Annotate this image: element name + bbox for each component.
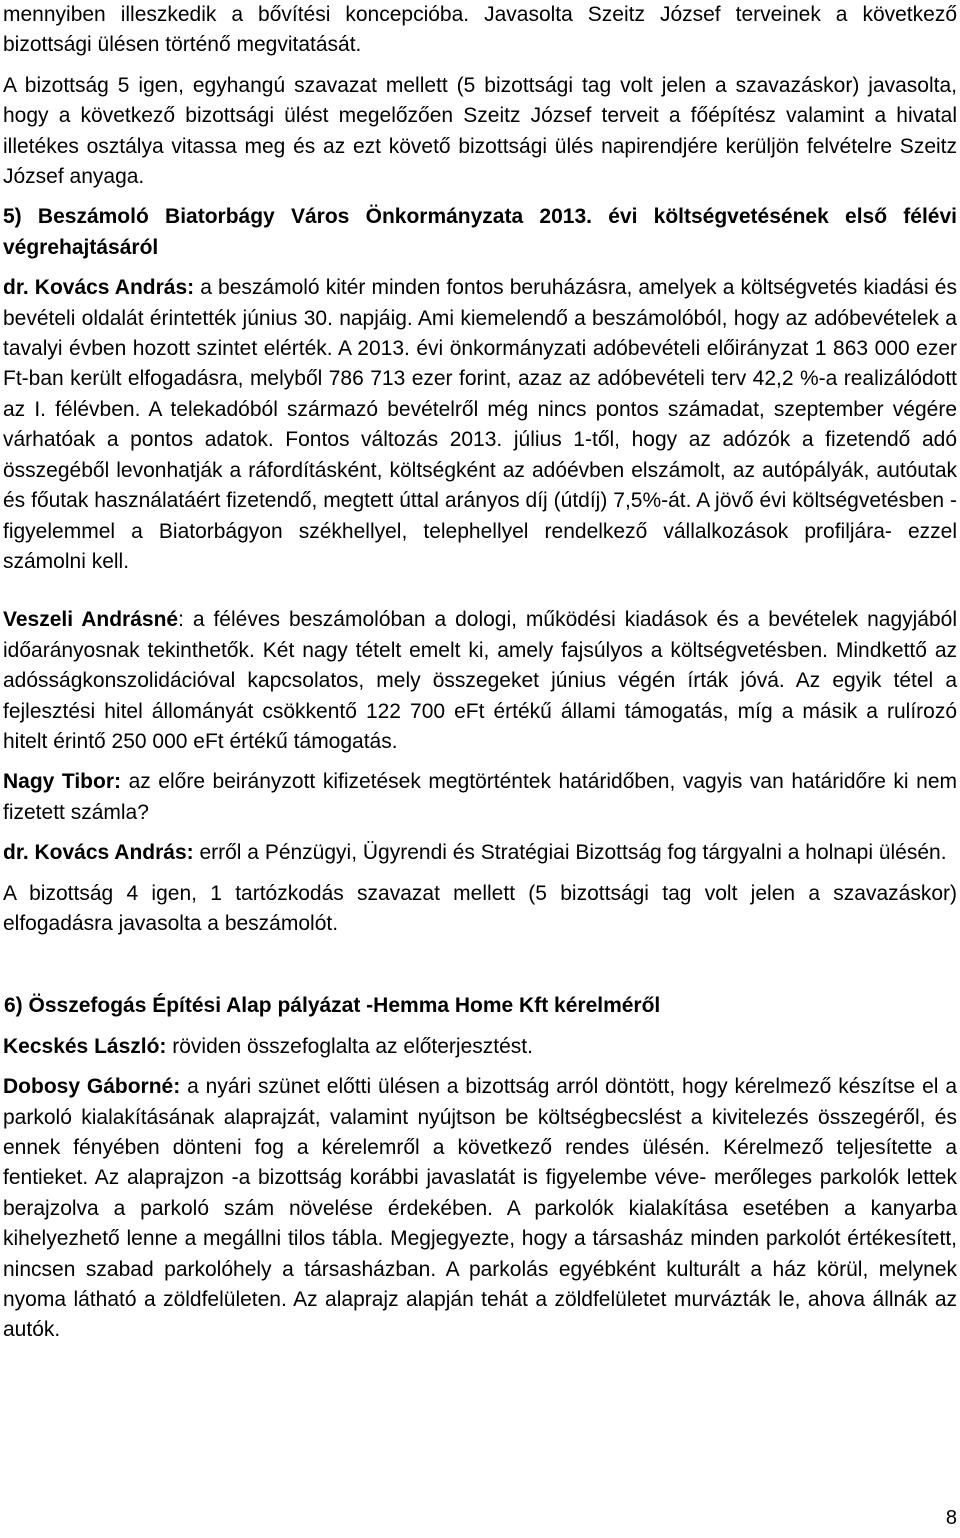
speaker-text: a nyári szünet előtti ülésen a bizottság arról döntött, hogy kérelmező készítse el a parkoló kialakításának alaprajzát, valamint nyújtson be költségbecslést a kivitelezés összegéről, és ennek fényében dönteni fog a kérelemről a következő rendes ülésén. Kérelmező teljesítette a fentieket. Az alaprajzon -a bizottság korábbi javaslatát is figyelembe véve- merőleges parkolók lettek berajzolva a parkoló szám növelése érdekében. A parkolók kialakítása esetében a kanyarba kihelyezhető lenne a megállni tilos tábla. Megjegyezte, hogy a társasház minden parkolót értékesített, nincsen szabad parkolóhely a társasházban. A parkolás egyébként kulturált a ház körül, melynek nyoma látható a zöldfelületen. Az alaprajz alapján tehát a zöldfelületet murvázták le, ahova állnák az autók. — [3, 1075, 958, 1342]
paragraph-nagy — [3, 767, 957, 828]
heading-agenda-6: 6) Összefogás Építési Alap pályázat -Hemma Home Kft kérelméről — [4, 994, 661, 1018]
paragraph-kovacs-1 — [3, 273, 957, 577]
paragraph-intro: mennyiben illeszkedik a bővítési koncepcióba. Javasolta Szeitz József terveinek a következő bizottsági ülésen történő megvitatását. — [3, 3, 957, 57]
speaker-name: Nagy Tibor: — [3, 770, 122, 794]
speaker-name: dr. Kovács András: — [3, 276, 195, 300]
document-page — [3, 0, 957, 1346]
speaker-text: az előre beirányzott kifizetések megtörténtek határidőben, vagyis van határidőre ki nem fizetett számla? — [3, 770, 957, 824]
speaker-name: Kecskés László: — [3, 1034, 167, 1058]
speaker-name: Dobosy Gáborné: — [3, 1075, 181, 1099]
paragraph-dobosy — [3, 1072, 957, 1346]
paragraph-vote-1: A bizottság 5 igen, egyhangú szavazat mellett (5 bizottsági tag volt jelen a szavazáskor) javasolta, hogy a következő bizottsági ülést megelőzően Szeitz József terveit a főépítész valamint a hivatal illetékes osztálya vitassa meg és az ezt követő bizottsági ülés napirendjére kerüljön felvételre Szeitz József anyaga. — [3, 73, 957, 189]
paragraph-kovacs-2 — [3, 838, 957, 868]
speaker-name: dr. Kovács András: — [3, 841, 194, 865]
speaker-text: röviden összefoglalta az előterjesztést. — [166, 1034, 533, 1058]
speaker-text: : a féléves beszámolóban a dologi, működési kiadások és a bevételek nagyjából időarányosnak tekinthetők. Két nagy tételt emelt ki, amely fajsúlyos a költségvetésben. Mindkettő az adósságkonszolidációval kapcsolatos, mely összegeket június végén írták jóvá. Az egyik tétel a fejlesztési hitel állományát csökkentő 122 700 eFt értékű állami támogatás, míg a másik a rulírozó hitelt érintő 250 000 eFt értékű támogatás. — [3, 608, 957, 753]
heading-agenda-5: 5) Beszámoló Biatorbágy Város Önkormányzata 2013. évi költségvetésének első félévi végrehajtásáról — [3, 205, 957, 259]
speaker-text: a beszámoló kitér minden fontos beruházásra, amelyek a költségvetés kiadási és bevételi oldalát érintették június 30. napjáig. Ami kiemelendő a beszámolóból, hogy az adóbevételek a tavalyi évben hozott szintet elérték. A 2013. évi önkormányzati adóbevételi előirányzat 1 863 000 ezer Ft-ban került elfogadásra, melyből 786 713 ezer forint, azaz az adóbevételi terv 42,2 %-a realizálódott az I. félévben. A telekadóból származó bevételről még nincs pontos számadat, szeptember végére várhatóak a pontos adatok. Fontos változás 2013. július 1-től, hogy az adózók a fizetendő adó összegéből levonhatják a ráfordításként, költségként az adóévben elszámolt, az autópályák, autóutak és főutak használatáért fizetendő, megtett úttal arányos díj (útdíj) 7,5%-át. A jövő évi költségvetésben - figyelemmel a Biatorbágyon székhellyel, telephellyel rendelkező vállalkozások profiljára- ezzel számolni kell. — [3, 276, 957, 573]
paragraph-kecskes — [3, 1032, 957, 1062]
page-number: 8 — [945, 1507, 957, 1529]
speaker-text: erről a Pénzügyi, Ügyrendi és Stratégiai Bizottság fog tárgyalni a holnapi ülésén. — [193, 841, 947, 865]
paragraph-veszeli — [3, 605, 957, 757]
paragraph-vote-2: A bizottság 4 igen, 1 tartózkodás szavazat mellett (5 bizottsági tag volt jelen a szavazáskor) elfogadásra javasolta a beszámolót. — [3, 881, 957, 935]
speaker-name: Veszeli Andrásné — [3, 608, 179, 632]
